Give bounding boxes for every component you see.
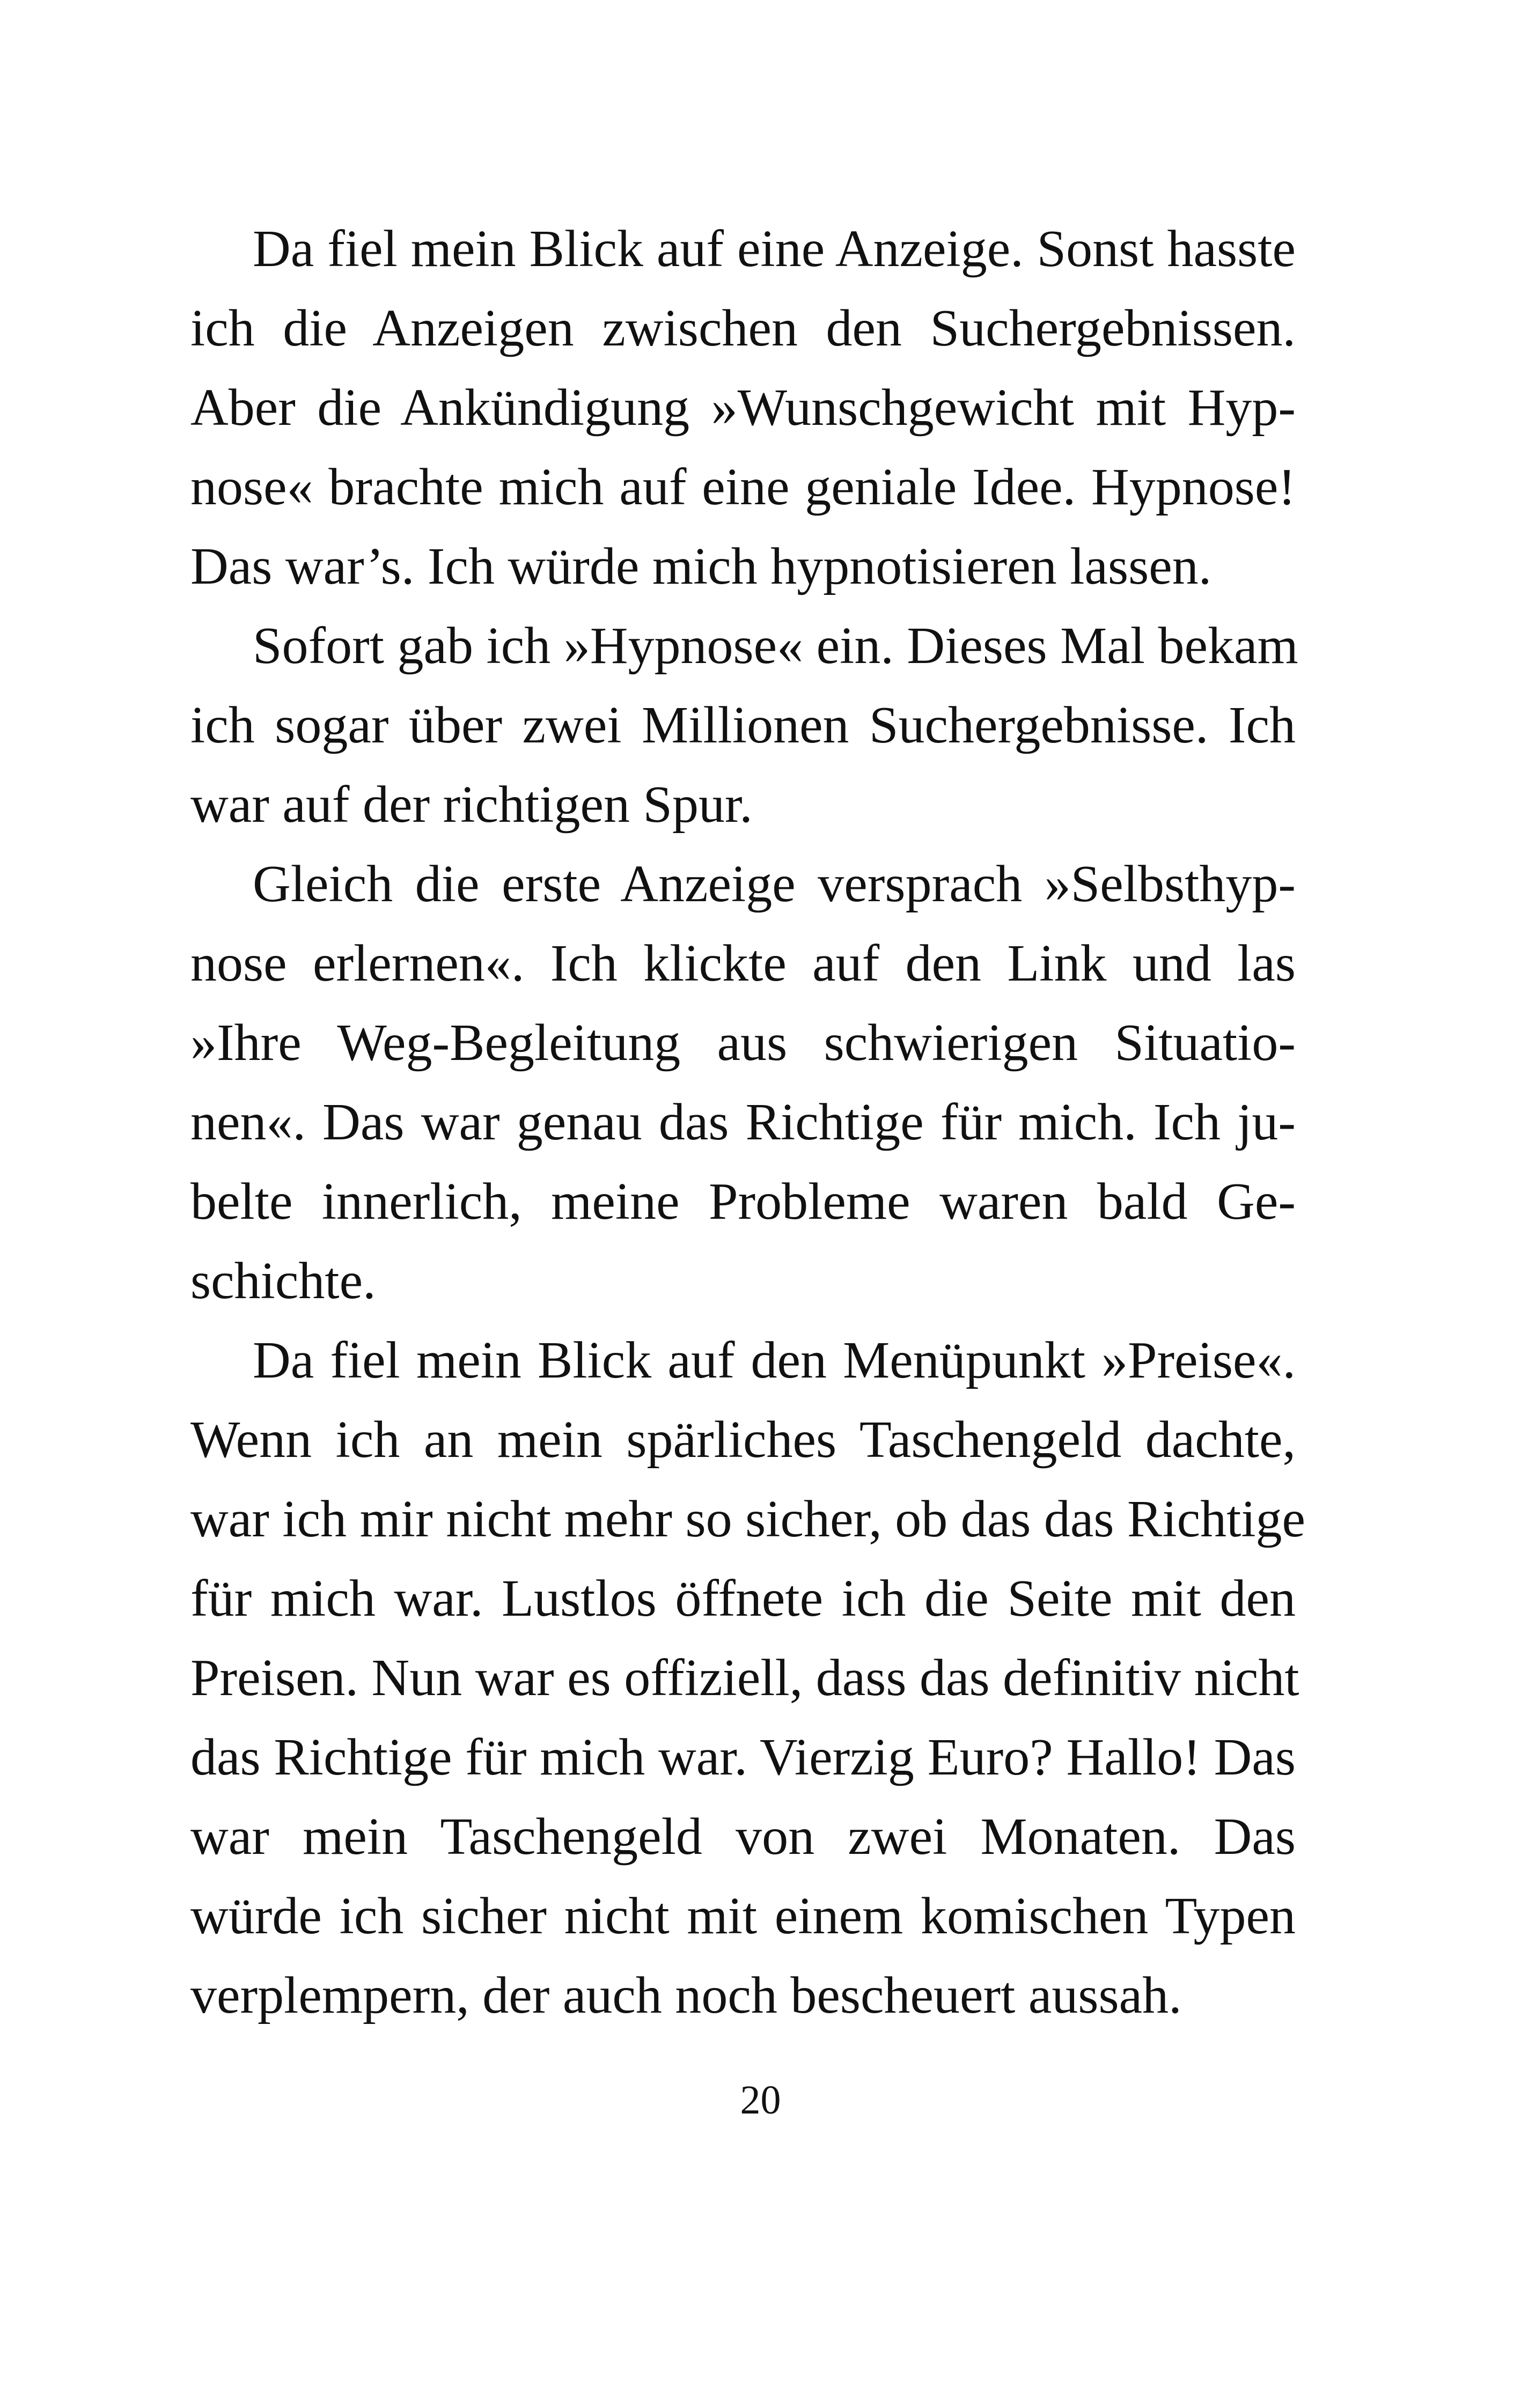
page-number: 20 — [740, 2078, 781, 2123]
text-line: ich die Anzeigen zwischen den Suchergebnissen. — [190, 299, 1296, 357]
text-line: war auf der richtigen Spur. — [190, 776, 753, 834]
text-line: Sofort gab ich »Hypnose« ein. Dieses Mal bekam — [253, 617, 1298, 675]
text-line: das Richtige für mich war. Vierzig Euro? Hallo! Das — [190, 1728, 1296, 1786]
text-line: Gleich die erste Anzeige versprach »Selbsthyp- — [253, 855, 1296, 913]
text-line: war ich mir nicht mehr so sicher, ob das das Richtige — [190, 1490, 1306, 1548]
text-line: Da fiel mein Blick auf eine Anzeige. Sonst hasste — [253, 220, 1296, 278]
text-line: belte innerlich, meine Probleme waren bald Ge- — [190, 1173, 1296, 1231]
text-line: Aber die Ankündigung »Wunschgewicht mit Hyp- — [190, 379, 1296, 437]
text-line: war mein Taschengeld von zwei Monaten. Das — [190, 1808, 1296, 1866]
text-line: nose erlernen«. Ich klickte auf den Link und las — [190, 934, 1296, 992]
text-line: Das war’s. Ich würde mich hypnotisieren lassen. — [190, 537, 1212, 595]
text-line: würde ich sicher nicht mit einem komischen Typen — [190, 1887, 1296, 1945]
text-line: ich sogar über zwei Millionen Suchergebnisse. Ich — [190, 696, 1296, 754]
text-line: »Ihre Weg-Begleitung aus schwierigen Situatio- — [190, 1014, 1296, 1072]
text-line: Preisen. Nun war es offiziell, dass das definitiv nicht — [190, 1649, 1299, 1707]
text-line: Da fiel mein Blick auf den Menüpunkt »Preise«. — [253, 1331, 1296, 1389]
text-line: Wenn ich an mein spärliches Taschengeld dachte, — [190, 1411, 1296, 1469]
body-text — [190, 209, 1306, 2035]
text-line: nen«. Das war genau das Richtige für mich. Ich ju- — [190, 1093, 1296, 1151]
text-line: schichte. — [190, 1252, 376, 1310]
text-line: für mich war. Lustlos öffnete ich die Seite mit den — [190, 1570, 1296, 1628]
text-line: verplempern, der auch noch bescheuert aussah. — [190, 1967, 1182, 2024]
text-line: nose« brachte mich auf eine geniale Idee. Hypnose! — [190, 458, 1296, 516]
